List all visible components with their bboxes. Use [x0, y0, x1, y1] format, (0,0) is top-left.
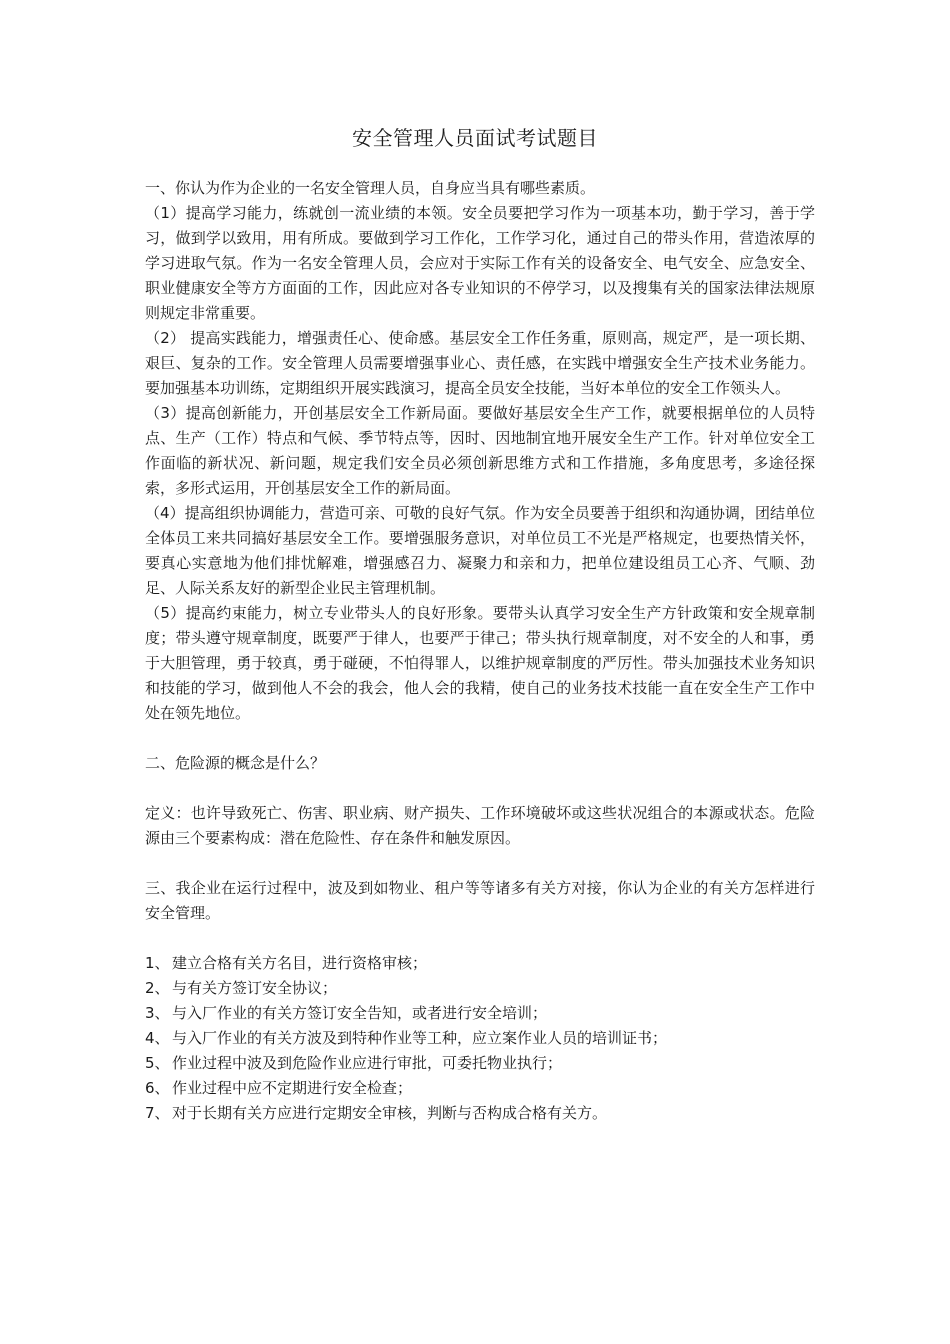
list-item — [145, 976, 815, 1001]
document-title: 安全管理人员面试考试题目 — [352, 126, 598, 150]
answer-point-5: （5）提高约束能力，树立专业带头人的良好形象。要带头认真学习安全生产方针政策和安全规章制度；带头遵守规章制度，既要严于律人，也要严于律己；带头执行规章制度，对不安全的人和事，勇于大胆管理，勇于较真，勇于碰硬，不怕得罪人，以维护规章制度的严厉性。带头加强技术业务知识和技能的学习，做到他人不会的我会，他人会的我精，使自己的业务技术技能一直在安全生产工作中处在领先地位。 — [145, 604, 815, 722]
list-text: 与入厂作业的有关方签订安全告知，或者进行安全培训； — [172, 1004, 548, 1022]
list-text: 作业过程中波及到危险作业应进行审批，可委托物业执行； — [172, 1054, 563, 1072]
paragraph-gap — [145, 726, 815, 751]
paragraph-gap — [145, 851, 815, 876]
list-number: 2、 — [145, 979, 170, 997]
list-item — [145, 1076, 815, 1101]
list-item — [145, 1051, 815, 1076]
question-3: 三、我企业在运行过程中，波及到如物业、租户等等诸多有关方对接，你认为企业的有关方怎样进行安全管理。 — [145, 879, 815, 922]
list-number: 4、 — [145, 1029, 170, 1047]
management-steps-list — [145, 951, 815, 1126]
paragraph-gap — [145, 776, 815, 801]
list-number: 6、 — [145, 1079, 170, 1097]
list-text: 作业过程中应不定期进行安全检查； — [172, 1079, 413, 1097]
definition-answer: 定义：也许导致死亡、伤害、职业病、财产损失、工作环境破坏或这些状况组合的本源或状态。危险源由三个要素构成：潜在危险性、存在条件和触发原因。 — [145, 804, 815, 847]
list-text: 对于长期有关方应进行定期安全审核，判断与否构成合格有关方。 — [172, 1104, 608, 1122]
answer-point-3: （3）提高创新能力，开创基层安全工作新局面。要做好基层安全生产工作，就要根据单位的人员特点、生产（工作）特点和气候、季节特点等，因时、因地制宜地开展安全生产工作。针对单位安全工作面临的新状况、新问题，规定我们安全员必须创新思维方式和工作措施，多角度思考，多途径探索，多形式运用，开创基层安全工作的新局面。 — [145, 404, 815, 497]
question-2: 二、危险源的概念是什么？ — [145, 754, 326, 772]
list-number: 3、 — [145, 1004, 170, 1022]
answer-point-1: （1）提高学习能力，练就创一流业绩的本领。安全员要把学习作为一项基本功，勤于学习，善于学习，做到学以致用，用有所成。要做到学习工作化，工作学习化，通过自己的带头作用，营造浓厚的学习进取气氛。作为一名安全管理人员，会应对于实际工作有关的设备安全、电气安全、应急安全、职业健康安全等方方面面的工作，因此应对各专业知识的不停学习，以及搜集有关的国家法律法规原则规定非常重要。 — [145, 204, 815, 322]
list-text: 建立合格有关方名目，进行资格审核； — [172, 954, 428, 972]
list-number: 1、 — [145, 954, 170, 972]
list-item — [145, 1101, 815, 1126]
list-item — [145, 1026, 815, 1051]
list-number: 5、 — [145, 1054, 170, 1072]
list-text: 与有关方签订安全协议； — [172, 979, 338, 997]
list-item — [145, 951, 815, 976]
answer-point-2: （2） 提高实践能力，增强责任心、使命感。基层安全工作任务重，原则高，规定严，是一项长期、艰巨、复杂的工作。安全管理人员需要增强事业心、责任感，在实践中增强安全生产技术业务能力。要加强基本功训练，定期组织开展实践演习，提高全员安全技能，当好本单位的安全工作领头人。 — [145, 329, 815, 397]
answer-point-4: （4）提高组织协调能力，营造可亲、可敬的良好气氛。作为安全员要善于组织和沟通协调，团结单位全体员工来共同搞好基层安全工作。要增强服务意识，对单位员工不光是严格规定，也要热情关怀，要真心实意地为他们排忧解难，增强感召力、凝聚力和亲和力，把单位建设组员工心齐、气顺、劲足、人际关系友好的新型企业民主管理机制。 — [145, 504, 815, 597]
paragraph-gap — [145, 926, 815, 951]
list-item — [145, 1001, 815, 1026]
list-number: 7、 — [145, 1104, 170, 1122]
question-1: 一、你认为作为企业的一名安全管理人员，自身应当具有哪些素质。 — [145, 179, 596, 197]
list-text: 与入厂作业的有关方波及到特种作业等工种，应立案作业人员的培训证书； — [172, 1029, 668, 1047]
document-body — [145, 176, 815, 1126]
